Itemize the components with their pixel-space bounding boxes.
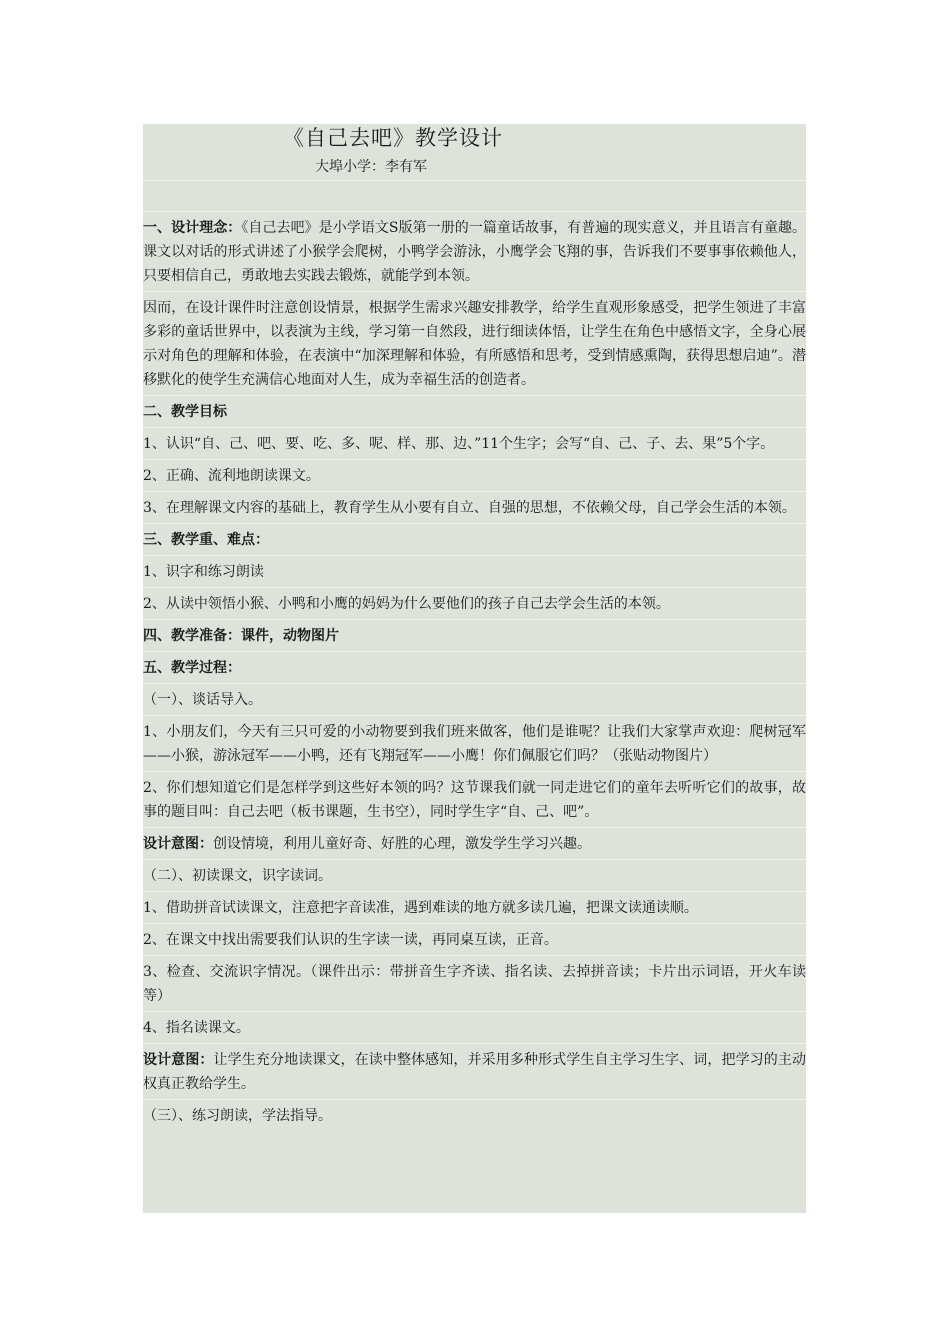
heading-process: 五、教学过程： <box>143 651 806 683</box>
step-2-item-3: 3、检查、交流识字情况。（课件出示：带拼音生字齐读、指名读、去掉拼音读；卡片出示词语，开火车读等） <box>143 955 806 1011</box>
goal-2: 2、正确、流利地朗读课文。 <box>143 459 806 491</box>
key-point-2: 2、从读中领悟小猴、小鸭和小鹰的妈妈为什么要他们的孩子自己去学会生活的本领。 <box>143 587 806 619</box>
heading-key-points: 三、教学重、难点： <box>143 523 806 555</box>
concept-text: 《自己去吧》是小学语文S版第一册的一篇童话故事，有普遍的现实意义，并且语言有童趣。课文以对话的形式讲述了小猴学会爬树，小鸭学会游泳，小鹰学会飞翔的事，告诉我们不要事事依赖他人，只要相信自己，勇敢地去实践去锻炼，就能学到本领。 <box>143 220 806 284</box>
step-1-item-1: 1、小朋友们，今天有三只可爱的小动物要到我们班来做客，他们是谁呢？让我们大家掌声欢迎：爬树冠军——小猴，游泳冠军——小鸭，还有飞翔冠军——小鹰！你们佩服它们吗？（张贴动物图片） <box>143 715 806 771</box>
concept-label: 一、设计理念： <box>143 220 242 236</box>
intent-text: 让学生充分地读课文，在读中整体感知，并采用多种形式学生自主学习生字、词，把学习的主动权真正教给学生。 <box>143 1052 807 1092</box>
step-2-item-2: 2、在课文中找出需要我们认识的生字读一读，再同桌互读，正音。 <box>143 923 806 955</box>
heading-goals: 二、教学目标 <box>143 395 806 427</box>
step-1-item-2: 2、你们想知道它们是怎样学到这些好本领的吗？这节课我们就一同走进它们的童年去听听它们的故事，故事的题目叫：自己去吧（板书课题，生书空），同时学生字“自、己、吧”。 <box>143 771 806 827</box>
step-3-title: （三）、练习朗读，学法指导。 <box>143 1099 806 1131</box>
step-1-title: （一）、谈话导入。 <box>143 683 806 715</box>
design-intent-1 <box>143 827 806 859</box>
goal-1: 1、认识“自、己、吧、要、吃、多、呢、样、那、边、”11个生字；会写“自、己、子、去、果”5个字。 <box>143 427 806 459</box>
paragraph-concept-2: 因而，在设计课件时注意创设情景，根据学生需求兴趣安排教学，给学生直观形象感受，把学生领进了丰富多彩的童话世界中，以表演为主线，学习第一自然段，进行细读体悟，让学生在角色中感悟文字，全身心展示对角色的理解和体验，在表演中“加深理解和体验，有所感悟和思考，受到情感熏陶，获得思想启迪”。潜移默化的使学生充满信心地面对人生，成为幸福生活的创造者。 <box>143 291 806 395</box>
step-2-item-1: 1、借助拼音试读课文，注意把字音读准，遇到难读的地方就多读几遍，把课文读通读顺。 <box>143 891 806 923</box>
step-2-item-4: 4、指名读课文。 <box>143 1011 806 1043</box>
heading-preparation: 四、教学准备：课件，动物图片 <box>143 619 806 651</box>
paragraph-concept <box>143 211 806 291</box>
key-point-1: 1、识字和练习朗读 <box>143 555 806 587</box>
intent-text: 创设情境，利用儿童好奇、好胜的心理，激发学生学习兴趣。 <box>213 836 591 852</box>
intent-label: 设计意图： <box>143 836 213 852</box>
document-page <box>143 124 806 1213</box>
document-title: 《自己去吧》教学设计 <box>283 126 503 150</box>
blank-row <box>143 180 806 211</box>
document-header <box>143 124 806 180</box>
step-2-title: （二）、初读课文，识字读词。 <box>143 859 806 891</box>
goal-3: 3、在理解课文内容的基础上，教育学生从小要有自立、自强的思想，不依赖父母，自己学会生活的本领。 <box>143 491 806 523</box>
document-author: 大埠小学：李有军 <box>315 159 427 175</box>
design-intent-2 <box>143 1043 806 1099</box>
intent-label: 设计意图： <box>143 1052 214 1068</box>
